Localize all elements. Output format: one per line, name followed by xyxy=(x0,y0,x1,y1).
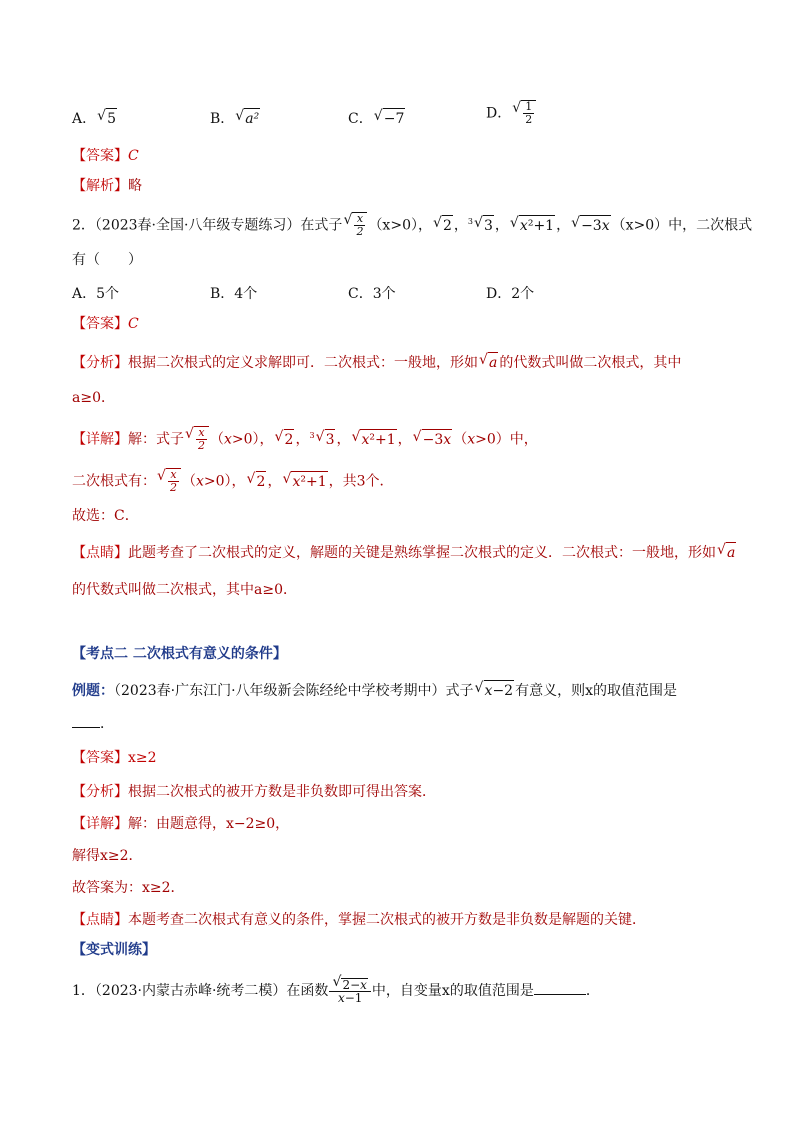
q2-xiangjie: 【详解】解：式子 √ $\frac{x}{2}$ （x>0），√ 2 ，$^3$√ 3 ，√ x²+1 ，√ −3x （x>0）中， xyxy=(72,426,538,452)
q2-guxuan: 故选：C． xyxy=(72,508,139,524)
q1-answer: 【答案】C xyxy=(72,148,139,164)
q2-count-line: 二次根式有： √ $\frac{x}{2}$ （x>0），√ 2 ，√ x²+1 ，共3个． xyxy=(72,468,394,494)
q2-dianjing-line2: 的代数式叫做二次根式，其中a≥0． xyxy=(72,582,297,598)
section-heading: 【考点二 二次根式有意义的条件】 xyxy=(72,646,287,662)
q2-option-a: A．5个 xyxy=(72,286,120,302)
example-answer: 【答案】x≥2 xyxy=(72,750,157,766)
example-xiangjie: 【详解】解：由题意得，x−2≥0， xyxy=(72,816,290,832)
variant-answer-blank xyxy=(534,994,586,995)
q1-option-c: C．√ −7 xyxy=(348,108,406,129)
q2-answer: 【答案】C xyxy=(72,316,139,332)
variant-q1: 1．（2023·内蒙古赤峰·统考二模）在函数 √ $\frac{2-x}{x-1}$ 中，自变量x的取值范围是 ． xyxy=(72,978,600,1004)
example-stem: 例题：（2023春·广东江门·八年级新会陈经纶中学校考期中）式子√ x−2 有意义，则x的取值范围是 xyxy=(72,680,677,701)
example-dianjing: 【点睛】本题考查二次根式有意义的条件，掌握二次根式的被开方数是非负数是解题的关键． xyxy=(72,912,646,928)
q2-option-b: B．4个 xyxy=(210,286,258,302)
q2-stem-line2: 有（ ） xyxy=(72,252,142,268)
q2-option-c: C．3个 xyxy=(348,286,396,302)
answer-blank xyxy=(72,727,100,728)
q2-fenxi: 【分析】根据二次根式的定义求解即可．二次根式：一般地，形如√ a 的代数式叫做二次根式，其中 xyxy=(72,352,681,373)
q2-dianjing: 【点睛】此题考查了二次根式的定义，解题的关键是熟练掌握二次根式的定义．二次根式：一般地，形如√ a xyxy=(72,542,737,563)
q2-options xyxy=(72,284,722,306)
q1-option-d: D． √ $\frac{1}{2}$ xyxy=(486,100,537,126)
q1-option-a: A．√ 5 xyxy=(72,108,118,129)
example-solve: 解得x≥2． xyxy=(72,848,143,864)
q2-option-d: D．2个 xyxy=(486,286,535,302)
q1-analysis: 【解析】略 xyxy=(72,178,142,194)
q1-option-b: B．√ a² xyxy=(210,108,261,129)
variant-training-heading: 【变式训练】 xyxy=(72,942,156,958)
q2-stem: 2．（2023春·全国·八年级专题练习）在式子 √ $\frac{x}{2}$ （x>0），√ 2 ，$^3$√ 3 ，√ x²+1 ，√ −3x （x>0）中，二次根式 xyxy=(72,212,752,238)
example-final: 故答案为：x≥2． xyxy=(72,880,185,896)
q1-options xyxy=(72,100,722,132)
q2-fenxi-line2: a≥0． xyxy=(72,390,115,406)
example-fenxi: 【分析】根据二次根式的被开方数是非负数即可得出答案． xyxy=(72,784,436,800)
example-blank: ． xyxy=(72,714,114,734)
